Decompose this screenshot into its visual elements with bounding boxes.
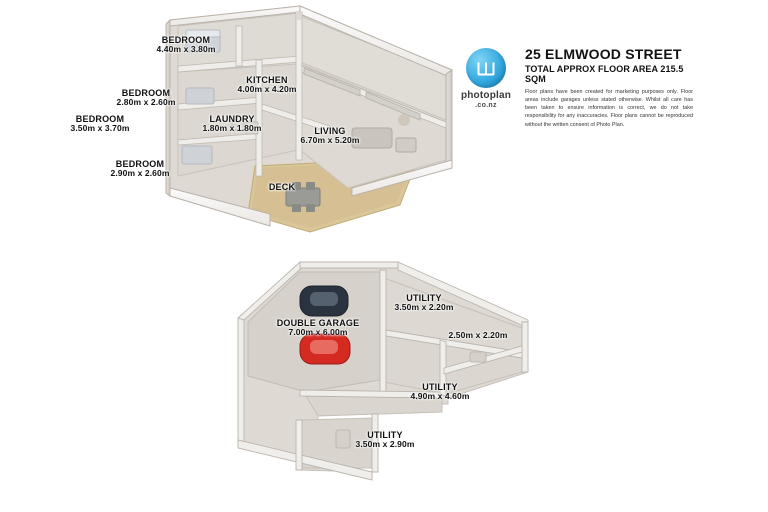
room-label: 2.50m x 2.20m bbox=[448, 330, 508, 340]
room-label: UTILITY 3.50m x 2.20m bbox=[394, 293, 454, 313]
room-label: UTILITY 4.90m x 4.60m bbox=[410, 382, 470, 402]
room-label: DECK bbox=[268, 182, 296, 192]
room-label: LIVING 6.70m x 5.20m bbox=[300, 126, 360, 146]
room-label: UTILITY 3.50m x 2.90m bbox=[355, 430, 415, 450]
page-title: 25 ELMWOOD STREET bbox=[525, 46, 682, 62]
room-label: LAUNDRY 1.80m x 1.80m bbox=[202, 114, 262, 134]
room-label: BEDROOM 2.80m x 2.60m bbox=[116, 88, 176, 108]
room-label: BEDROOM 3.50m x 3.70m bbox=[70, 114, 130, 134]
room-label: BEDROOM 2.90m x 2.60m bbox=[110, 159, 170, 179]
disclaimer-text: Floor plans have been created for marketing purposes only. Floor areas include garages unless stated otherwise. Whilst all care has been taken to ensure information is correct, we do not take responsibility for any inaccuracies. Floor plans cannot be reproduced without the written consent of Photo Plan. bbox=[525, 89, 693, 128]
room-label: KITCHEN 4.00m x 4.20m bbox=[237, 75, 297, 95]
total-floor-area: TOTAL APPROX FLOOR AREA 215.5 SQM bbox=[525, 64, 684, 85]
room-label: DOUBLE GARAGE 7.00m x 6.00m bbox=[276, 318, 360, 338]
logo-name: photoplan bbox=[460, 90, 512, 101]
car-dark bbox=[300, 286, 348, 316]
logo-subname: .co.nz bbox=[475, 101, 497, 109]
car-red bbox=[300, 334, 350, 364]
room-label: BEDROOM 4.40m x 3.80m bbox=[156, 35, 216, 55]
